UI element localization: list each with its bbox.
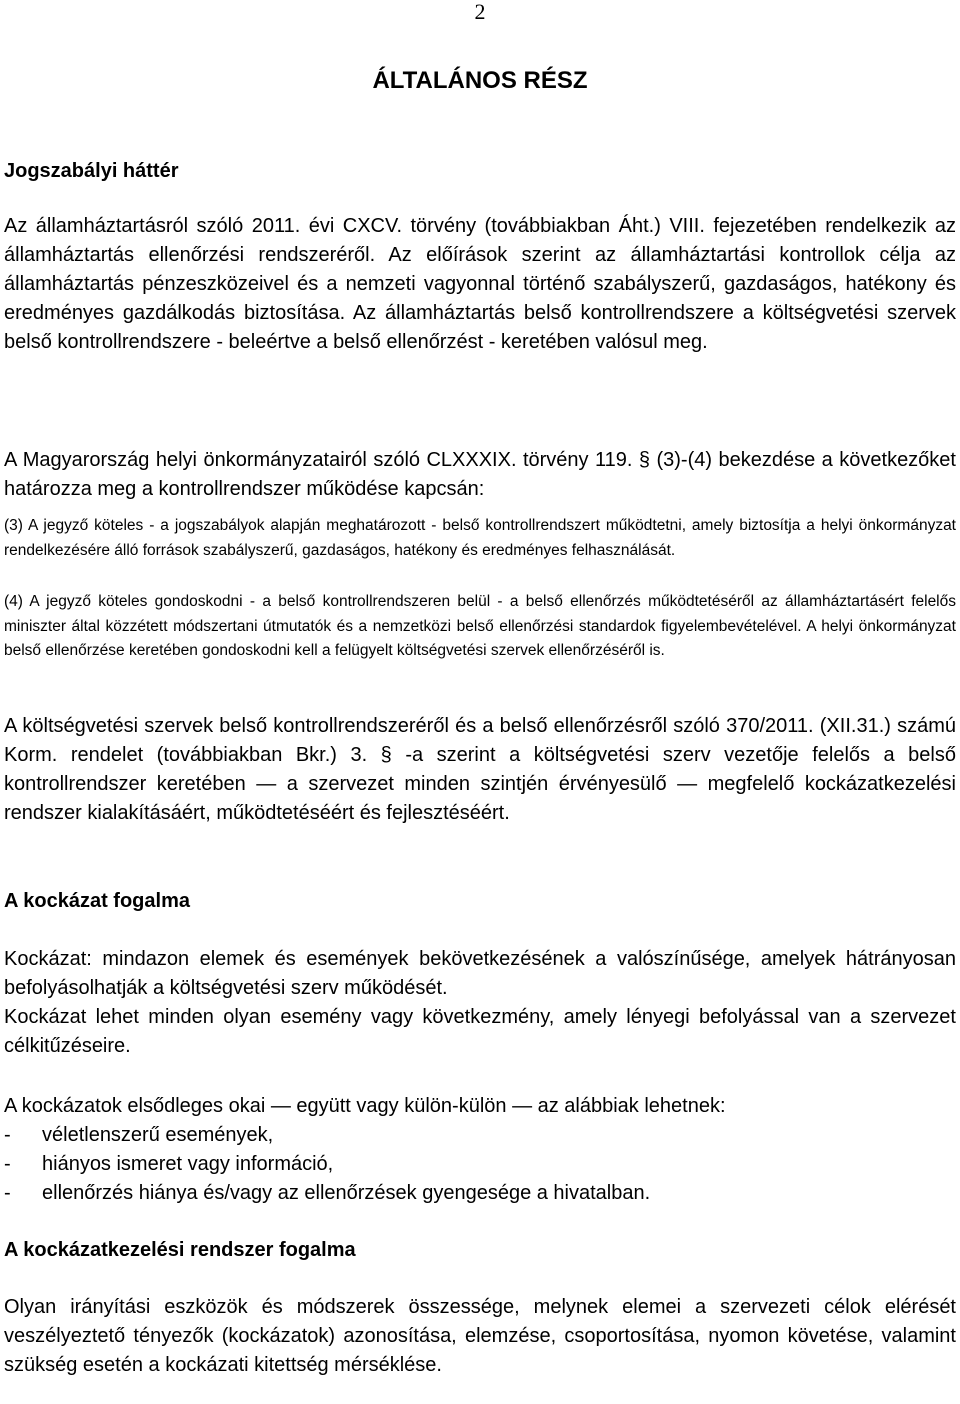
page-number: 2 <box>474 0 486 24</box>
list-item <box>4 1150 956 1179</box>
section-risk-concept <box>4 886 956 916</box>
section-heading-risk-concept: A kockázat fogalma <box>4 890 190 912</box>
paragraph: Olyan irányítási eszközök és módszerek összessége, melynek elemei a szervezeti célok elérését veszélyeztető tényezők (kockázatok) azonosítása, elemzése, csoportosítása, nyomon követése, valamint szükség esetén a kockázati kitettség mérséklése. <box>4 1296 956 1376</box>
section-legal-background <box>4 156 956 186</box>
page-title: ÁLTALÁNOS RÉSZ <box>372 67 588 94</box>
legal-quote-3 <box>4 514 956 563</box>
list-item-text: ellenőrzés hiánya és/vagy az ellenőrzések gyengesége a hivatalban. <box>42 1182 651 1204</box>
legal-quote-4 <box>4 590 956 664</box>
legal-background-paragraph-2 <box>4 446 956 504</box>
paragraph: Kockázat: mindazon elemek és események bekövetkezésének a valószínűsége, amelyek hátrányosan befolyásolhatják a költségvetési szerv működését. <box>4 948 956 999</box>
list-item <box>4 1179 956 1208</box>
paragraph: A kockázatok elsődleges okai — együtt vagy külön-külön — az alábbiak lehetnek: <box>4 1095 726 1117</box>
list-item-text: hiányos ismeret vagy információ, <box>42 1153 334 1175</box>
risk-concept-paragraph-2 <box>4 1003 956 1061</box>
risk-concept-paragraph-1 <box>4 945 956 1003</box>
list-marker: - <box>4 1153 11 1175</box>
section-heading-risk-management: A kockázatkezelési rendszer fogalma <box>4 1239 356 1261</box>
list-marker: - <box>4 1182 11 1204</box>
section-risk-management <box>4 1235 956 1265</box>
legal-background-paragraph-3 <box>4 712 956 828</box>
legal-background-paragraph-1 <box>4 212 956 357</box>
paragraph: A Magyarország helyi önkormányzatairól szóló CLXXXIX. törvény 119. § (3)-(4) bekezdése a következőket határozza meg a kontrollrendszer működése kapcsán: <box>4 449 956 500</box>
section-heading-legal-background: Jogszabályi háttér <box>4 160 179 182</box>
list-item-text: véletlenszerű események, <box>42 1124 274 1146</box>
paragraph: A költségvetési szervek belső kontrollrendszeréről és a belső ellenőrzésről szóló 370/2011. (XII.31.) számú Korm. rendelet (továbbiakban Bkr.) 3. § -a szerint a költségvetési szerv vezetője felelős a belső kontrollrendszer keretében — a szervezet minden szintjén érvényesülő — megfelelő kockázatkezelési rendszer kialakításáért, működtetéséért és fejlesztéséért. <box>4 715 956 824</box>
risk-causes-list <box>4 1121 956 1208</box>
risk-management-paragraph-1 <box>4 1293 956 1380</box>
risk-concept-paragraph-3 <box>4 1092 956 1121</box>
paragraph: Az államháztartásról szóló 2011. évi CXCV. törvény (továbbiakban Áht.) VIII. fejezetében rendelkezik az államháztartás ellenőrzési rendszeréről. Az előírások szerint az államháztartási kontrollok célja az államháztartás pénzeszközeivel és a nemzeti vagyonnal történő szabályszerű, gazdaságos, hatékony és eredményes gazdálkodás biztosítása. Az államháztartás belső kontrollrendszere a költségvetési szervek belső kontrollrendszere - beleértve a belső ellenőrzést - keretében valósul meg. <box>4 215 956 353</box>
quoted-paragraph: (4) A jegyző köteles gondoskodni - a belső kontrollrendszeren belül - a belső ellenőrzés működtetéséről az államháztartásért felelős miniszter által közzétett módszertani útmutatók és a nemzetközi belső ellenőrzési standardok figyelembevételével. A helyi önkormányzat belső ellenőrzése keretében gondoskodni kell a felügyelt költségvetési szervek ellenőrzéséről is. <box>4 593 956 659</box>
list-marker: - <box>4 1124 11 1146</box>
list-item <box>4 1121 956 1150</box>
dash-list <box>4 1121 956 1208</box>
quoted-paragraph: (3) A jegyző köteles - a jogszabályok alapján meghatározott - belső kontrollrendszert működtetni, amely biztosítja a helyi önkormányzat rendelkezésére álló források szabályszerű, gazdaságos, hatékony és eredményes felhasználását. <box>4 517 956 559</box>
paragraph: Kockázat lehet minden olyan esemény vagy következmény, amely lényegi befolyással van a szervezet célkitűzéseire. <box>4 1006 956 1057</box>
